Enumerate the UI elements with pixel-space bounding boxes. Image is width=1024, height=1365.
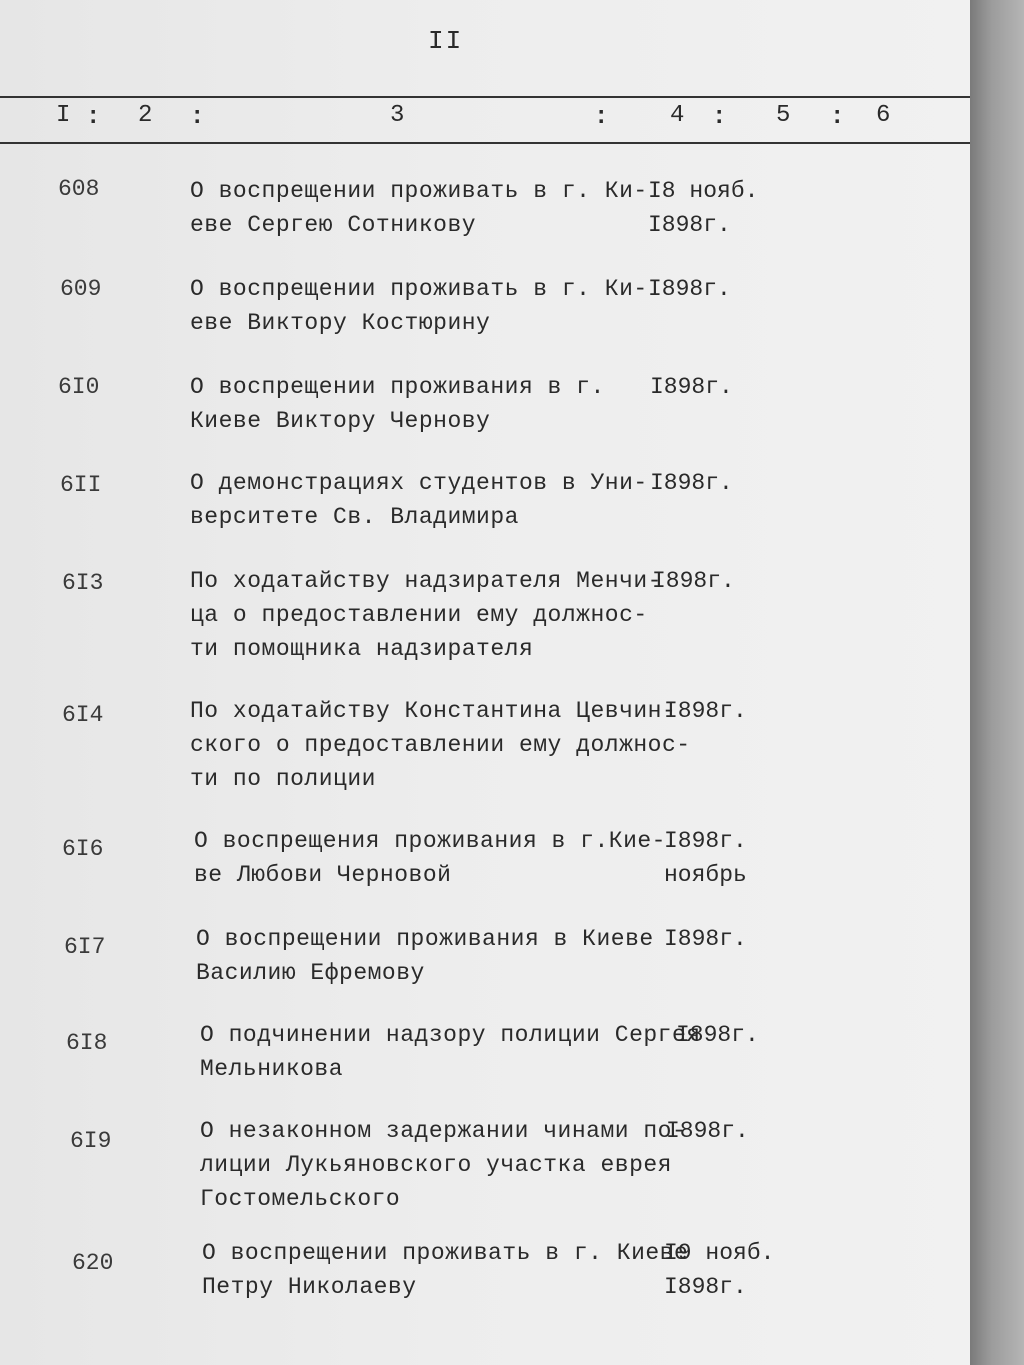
entry-title xyxy=(200,1018,701,1086)
entry-title-line: ти по полиции xyxy=(190,766,376,792)
column-separator: : xyxy=(594,104,609,131)
entry-date-line: I898г. xyxy=(664,926,747,952)
entry-title xyxy=(190,272,648,340)
entry-title-line: Василию Ефремову xyxy=(196,960,425,986)
entry-number: 608 xyxy=(58,176,100,202)
entry-date xyxy=(650,466,733,500)
entry-title-line: О воспрещении проживать в г. Ки- xyxy=(190,178,648,204)
column-header-6: 6 xyxy=(876,102,891,129)
entry-title-line: еве Виктору Костюрину xyxy=(190,310,491,336)
entry-date xyxy=(664,1236,774,1304)
entry-title-line: ца о предоставлении ему должнос- xyxy=(190,602,648,628)
entry-date-line: I898г. xyxy=(652,568,735,594)
entry-title xyxy=(194,824,666,892)
entry-title-line: Петру Николаеву xyxy=(202,1274,417,1300)
entry-date-line: I898г. xyxy=(666,1118,749,1144)
entry-title xyxy=(196,922,654,990)
entry-title xyxy=(202,1236,688,1304)
entry-date xyxy=(648,174,758,242)
entry-title-line: ти помощника надзирателя xyxy=(190,636,534,662)
entry-number: 6I4 xyxy=(62,702,104,728)
header-top-rule xyxy=(0,96,970,98)
entry-title-line: ского о предоставлении ему должнос- xyxy=(190,732,691,758)
entry-title-line: О подчинении надзору полиции Сергея xyxy=(200,1022,701,1048)
column-separator: : xyxy=(830,104,845,131)
entry-date xyxy=(650,370,733,404)
entry-title-line: Гостомельского xyxy=(200,1186,401,1212)
entry-title-line: Киеве Виктору Чернову xyxy=(190,408,491,434)
entry-date-line: I898г. xyxy=(650,470,733,496)
entry-date-line: I898г. xyxy=(648,276,731,302)
entry-date xyxy=(652,564,735,598)
entry-title xyxy=(190,466,648,534)
entry-title-line: О воспрещении проживания в Киеве xyxy=(196,926,654,952)
entry-title xyxy=(190,370,605,438)
column-header-5: 5 xyxy=(776,102,791,129)
entry-date xyxy=(664,922,747,956)
entry-title-line: По ходатайству Константина Цевчин- xyxy=(190,698,677,724)
column-separator: : xyxy=(190,104,205,131)
entry-title-line: лиции Лукьяновского участка еврея xyxy=(200,1152,672,1178)
entry-date xyxy=(664,824,747,892)
entry-date-line: I898г. xyxy=(664,1274,747,1300)
entry-date-line: I8 нояб. xyxy=(648,178,759,204)
entry-number: 6I7 xyxy=(64,934,106,960)
column-header-3: 3 xyxy=(390,102,405,129)
column-header-2: 2 xyxy=(138,102,153,129)
entry-title-line: О незаконном задержании чинами по- xyxy=(200,1118,687,1144)
entry-number: 6I0 xyxy=(58,374,100,400)
entry-date xyxy=(664,694,747,728)
entry-number: 609 xyxy=(60,276,102,302)
entry-date xyxy=(648,272,731,306)
entry-title-line: ве Любови Черновой xyxy=(194,862,452,888)
entry-date-line: I898г. xyxy=(664,828,747,854)
entry-title xyxy=(200,1114,686,1216)
entry-title xyxy=(190,174,648,242)
entry-date-line: I898г. xyxy=(650,374,733,400)
entry-title-line: еве Сергею Сотникову xyxy=(190,212,477,238)
entry-date xyxy=(676,1018,759,1052)
entry-title xyxy=(190,694,691,796)
column-header-4: 4 xyxy=(670,102,685,129)
page-number: II xyxy=(428,26,464,56)
header-bottom-rule xyxy=(0,142,970,144)
entry-title-line: О демонстрациях студентов в Уни- xyxy=(190,470,648,496)
entry-title-line: О воспрещении проживания в г. xyxy=(190,374,605,400)
entry-number: 620 xyxy=(72,1250,114,1276)
entry-title-line: О воспрещения проживания в г.Кие- xyxy=(194,828,666,854)
entry-title-line: О воспрещении проживать в г. Киеве xyxy=(202,1240,689,1266)
entry-date-line: I898г. xyxy=(664,698,747,724)
entry-number: 6I6 xyxy=(62,836,104,862)
entry-number: 6I3 xyxy=(62,570,104,596)
entry-date-line: ноябрь xyxy=(664,862,747,888)
column-separator: : xyxy=(712,104,727,131)
entry-date xyxy=(666,1114,749,1148)
entry-title-line: Мельникова xyxy=(200,1056,344,1082)
page-edge-shadow xyxy=(970,0,1024,1365)
entry-title-line: О воспрещении проживать в г. Ки- xyxy=(190,276,648,302)
entry-title-line: По ходатайству надзирателя Менчи- xyxy=(190,568,662,594)
entry-date-line: I9 нояб. xyxy=(664,1240,775,1266)
entry-date-line: I898г. xyxy=(648,212,731,238)
column-separator: : xyxy=(86,104,101,131)
column-header-1: I xyxy=(56,102,71,129)
entry-number: 6I9 xyxy=(70,1128,112,1154)
entry-number: 6II xyxy=(60,472,102,498)
entry-number: 6I8 xyxy=(66,1030,108,1056)
entry-title-line: верситете Св. Владимира xyxy=(190,504,519,530)
entry-date-line: I898г. xyxy=(676,1022,759,1048)
entry-title xyxy=(190,564,662,666)
